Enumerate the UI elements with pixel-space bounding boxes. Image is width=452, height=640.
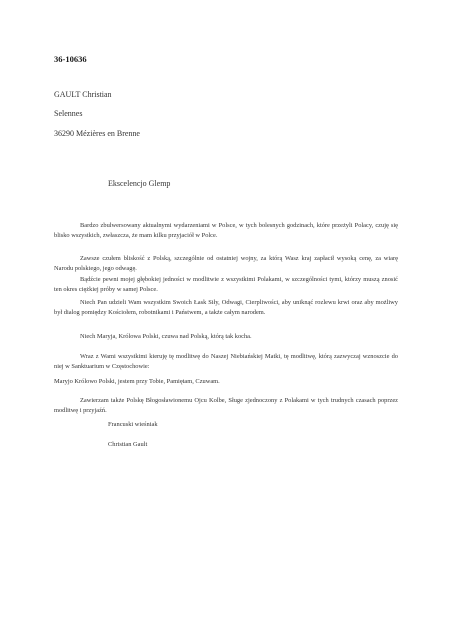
sender-city: 36290 Mézières en Brenne bbox=[54, 129, 140, 138]
closing-line-1: Francuski wieśniak bbox=[108, 421, 158, 428]
paragraph-1: Bardzo zbulwersowany aktualnymi wydarzeniami w Polsce, w tych bolesnych godzinach, które przeżyli Polacy, czuję się blisko wszystkich, zwłaszcza, że mam kilku przyjaciół w Polce. bbox=[54, 222, 398, 240]
paragraph-8: Zawierzam także Polskę Błogosławionemu Ojcu Kolbe, Sługe zjednoczony z Polakami w tych trudnych czasach poprzez modlitwę i przyjaźń. bbox=[54, 397, 398, 415]
paragraph-5: Niech Maryja, Królowa Polski, czuwa nad Polską, którą tak kocha. bbox=[80, 333, 252, 340]
paragraph-2: Zawsze czułem bliskość z Polską, szczególnie od ostatniej wojny, za którą Wasz kraj zapłacił wysoką cenę, za wiarę Narodu polskiego, jego odwagę. bbox=[54, 255, 398, 273]
sender-street: Selennes bbox=[54, 109, 83, 118]
reference-number: 36-10636 bbox=[54, 54, 87, 64]
greeting: Ekscelencjo Glemp bbox=[108, 179, 171, 188]
paragraph-6: Wraz z Wami wszystkimi kieruję tę modlitwę do Naszej Niebiańskiej Matki, tę modlitwę, którą zazwyczaj wznoszcie do niej w Sanktuarium w Częstochowie: bbox=[54, 353, 398, 371]
paragraph-4: Niech Pan udzieli Wam wszystkim Swoich Łask Siły, Odwagi, Cierpliwości, aby uniknąć rozlewu krwi oraz aby możliwy był dialog pomiędzy Kościołem, robotnikami i Państwem, a także całym narodem. bbox=[54, 299, 398, 317]
paragraph-3: Bądźcie pewni mojej głębokiej jedności w modlitwie z wszystkimi Polakami, w szczególności tymi, którzy muszą znosić ten okres ciężkiej próby w samej Polsce. bbox=[54, 276, 398, 294]
closing-signature: Christian Gault bbox=[108, 441, 148, 448]
paragraph-7: Maryjo Królowo Polski, jestem przy Tobie, Pamiętam, Czuwam. bbox=[54, 378, 220, 385]
sender-name: GAULT Christian bbox=[54, 90, 112, 99]
